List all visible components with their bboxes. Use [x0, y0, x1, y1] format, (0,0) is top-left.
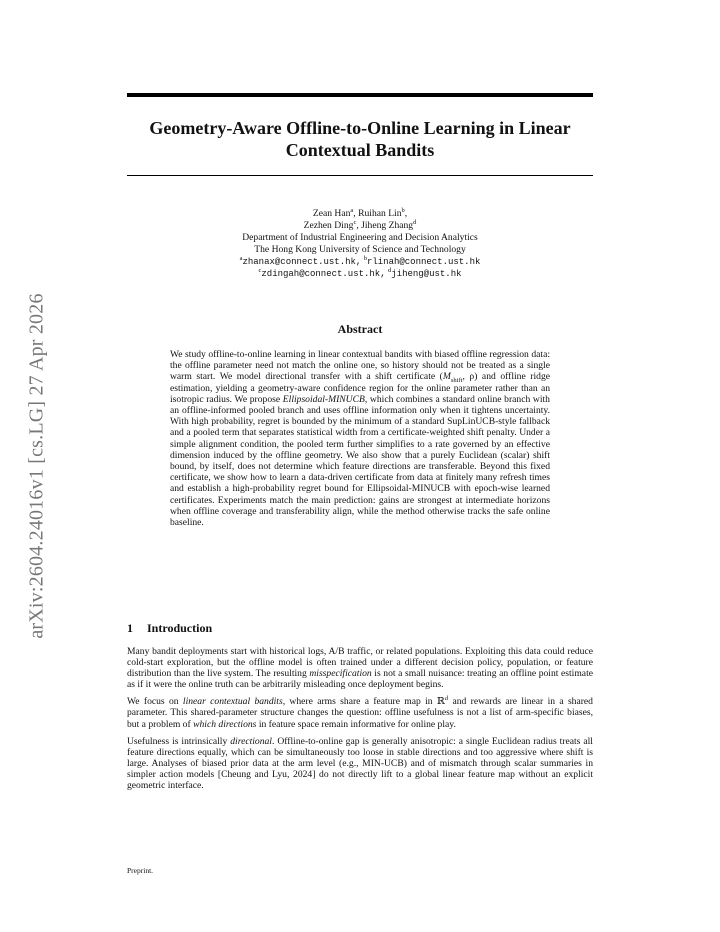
intro-paragraph-3: Usefulness is intrinsically directional. Offline-to-online gap is generally anisotropic: a single Euclidean radius treats all feature directions equally, which can be simultaneously too loose in stable directions and too aggressive where shift is large. Analyses of biased prior data at the arm level (e.g., MIN-UCB) and of mismatch through scalar summaries in simpler action models [Cheung and Lyu, 2024] do not directly lift to a global linear feature map without an explicit geometric interface.	[127, 735, 593, 792]
intro-paragraph-2: We focus on linear contextual bandits, where arms share a feature map in ℝ$^d$ and rewards are linear in a shared parameter. This shared-parameter structure changes the question: offline usefulness is not a list of arm-specific biases, but a problem of which directions in feature space remain informative for online play.	[127, 695, 593, 730]
footer-preprint: Preprint.	[127, 866, 154, 875]
department: Department of Industrial Engineering and Decision Analytics	[242, 232, 478, 243]
abstract-heading: Abstract	[337, 322, 383, 336]
intro-paragraph-1: Many bandit deployments start with historical logs, A/B traffic, or related populations. Exploiting this data could reduce cold-start exploration, but the offline model is often trained under a different decision policy, population, or feature distribution than the live system. The resulting misspecification is not a small nuisance: treating an offline point estimate as if it were the online truth can be arbitrarily misleading once deployment begins.	[127, 646, 593, 691]
title-rule	[127, 175, 593, 176]
author-line-1: Zean Han$^a$, Ruihan Lin$^b$,	[312, 206, 408, 219]
arxiv-stamp: arXiv:2604.24016v1 [cs.LG] 27 Apr 2026	[25, 293, 48, 639]
paper-title: Geometry-Aware Offline-to-Online Learning in Linear Contextual Bandits	[149, 118, 571, 160]
author-line-2: Zezhen Ding$^c$, Jiheng Zhang$^d$	[303, 218, 417, 231]
university: The Hong Kong University of Science and Technology	[254, 244, 466, 255]
author-block	[127, 208, 593, 280]
section-heading: 1 Introduction	[127, 621, 213, 635]
email-line-2: $^c$zdingah@connect.ust.hk, $^d$jiheng@ust.hk	[258, 266, 462, 279]
email-line-1: $^a$zhanax@connect.ust.hk, $^b$rlinah@connect.ust.hk	[239, 254, 481, 267]
intro-body	[127, 646, 593, 797]
top-rule	[127, 93, 593, 97]
abstract-text: We study offline-to-online learning in linear contextual bandits with biased offline regression data: the offline parameter need not match the online one, so history should not be treated as a single warm start. We model directional transfer with a shift certificate ($M_{shift}$, ρ) and offline ridge estimation, yielding a geometry-aware confidence region for the online parameter rather than an isotropic radius. We propose Ellipsoidal-MINUCB, which combines a standard online branch with an offline-informed pooled branch and uses offline information only when it tightens uncertainty. With high probability, regret is bounded by the minimum of a standard SupLinUCB-style fallback and a pooled term that separates statistical width from a certificate-weighted shift penalty. Under a simple alignment condition, the pooled term further simplifies to a rate governed by an effective dimension induced by the offline geometry. We also show that a purely Euclidean (scalar) shift bound, by itself, does not determine which feature directions are transferable. Beyond this fixed certificate, we show how to learn a data-driven certificate from data at finitely many refresh times and establish a high-probability regret bound for Ellipsoidal-MINUCB with epoch-wise learned certificates. Experiments match the main prediction: gains are strongest at intermediate horizons when offline coverage and transferability align, while the method otherwise tracks the safe online baseline.	[170, 349, 551, 529]
